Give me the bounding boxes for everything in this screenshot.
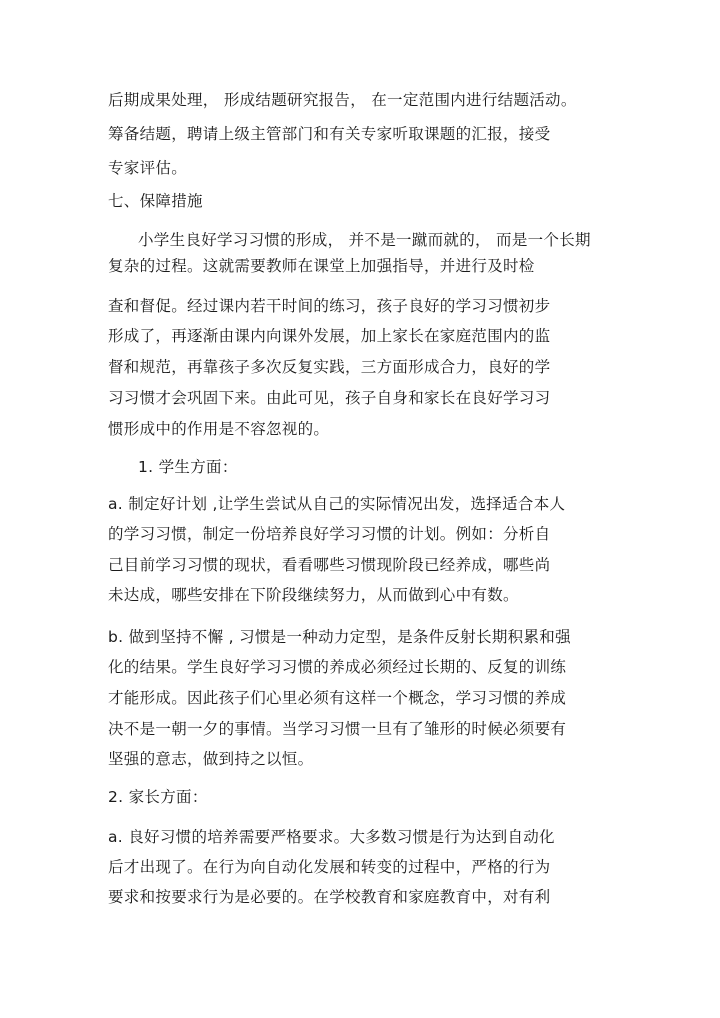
text-line: 筹备结题，聘请上级主管部门和有关专家听取课题的汇报，接受 — [108, 125, 551, 143]
text-line: 督和规范，再靠孩子多次反复实践，三方面形成合力，良好的学 — [108, 358, 551, 376]
text-line: a. 良好习惯的培养需要严格要求。大多数习惯是行为达到自动化 — [108, 828, 555, 846]
text-line: 要求和按要求行为是必要的。在学校教育和家庭教育中，对有利 — [108, 888, 551, 906]
text-line: 的学习习惯，制定一份培养良好学习习惯的计划。例如：分析自 — [108, 525, 551, 543]
subsection-heading: 2. 家长方面： — [108, 788, 208, 806]
text-line: 化的结果。学生良好学习习惯的养成必须经过长期的、反复的训练 — [108, 658, 567, 676]
text-line: 未达成，哪些安排在下阶段继续努力，从而做到心中有数。 — [108, 586, 519, 604]
text-line: 后期成果处理， 形成结题研究报告， 在一定范围内进行结题活动。 — [108, 91, 577, 109]
text-line: 己目前学习习惯的现状，看看哪些习惯现阶段已经养成，哪些尚 — [108, 556, 551, 574]
text-line: a. 制定好计划 ,让学生尝试从自己的实际情况出发，选择适合本人 — [108, 495, 566, 513]
text-line: 习习惯才会巩固下来。由此可见，孩子自身和家长在良好学习习 — [108, 389, 551, 407]
text-line: 坚强的意志，做到持之以恒。 — [108, 750, 314, 768]
section-heading: 七、保障措施 — [108, 192, 203, 210]
subsection-heading: 1. 学生方面： — [138, 458, 238, 476]
text-line: 惯形成中的作用是不容忽视的。 — [108, 420, 330, 438]
text-line: 形成了，再逐渐由课内向课外发展，加上家长在家庭范围内的监 — [108, 327, 551, 345]
text-line: b. 做到坚持不懈 , 习惯是一种动力定型，是条件反射长期积累和强 — [108, 628, 571, 646]
text-line: 查和督促。经过课内若干时间的练习，孩子良好的学习习惯初步 — [108, 297, 551, 315]
text-line: 专家评估。 — [108, 159, 188, 177]
text-line: 决不是一朝一夕的事情。当学习习惯一旦有了雏形的时候必须要有 — [108, 720, 567, 738]
text-line: 小学生良好学习习惯的形成， 并不是一蹴而就的， 而是一个长期 — [138, 231, 591, 249]
text-line: 才能形成。因此孩子们心里必须有这样一个概念，学习习惯的养成 — [108, 689, 567, 707]
text-line: 后才出现了。在行为向自动化发展和转变的过程中，严格的行为 — [108, 858, 551, 876]
text-line: 复杂的过程。这就需要教师在课堂上加强指导，并进行及时检 — [108, 257, 535, 275]
